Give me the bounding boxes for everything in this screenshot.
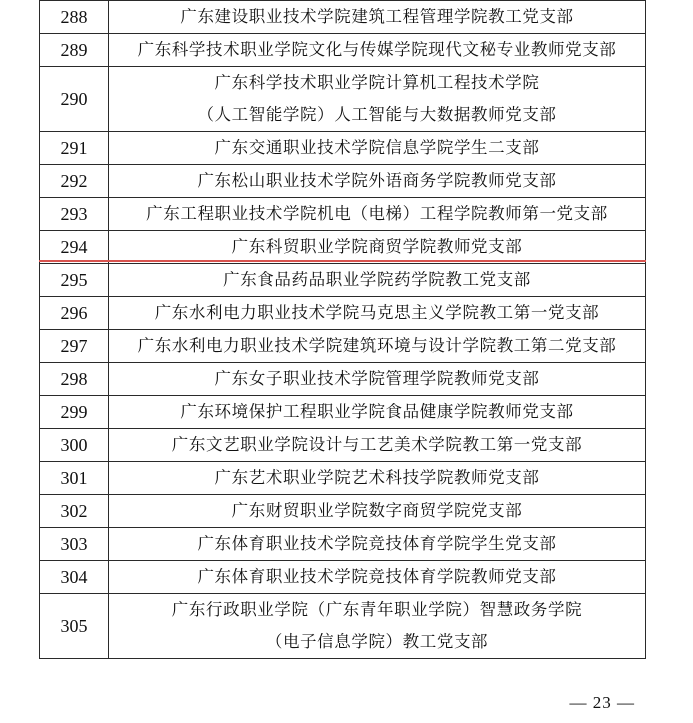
row-number: 290 <box>40 67 109 132</box>
page-number: — 23 — <box>569 693 635 712</box>
branch-name <box>109 363 646 396</box>
branch-name <box>109 429 646 462</box>
row-number: 291 <box>40 132 109 165</box>
branch-name-line: 广东艺术职业学院艺术科技学院教师党支部 <box>214 468 540 487</box>
branch-name-line: 广东文艺职业学院设计与工艺美术学院教工第一党支部 <box>171 435 583 454</box>
branch-name-line: 广东财贸职业学院数字商贸学院党支部 <box>231 501 523 520</box>
row-number: 300 <box>40 429 109 462</box>
branch-name-line: （电子信息学院）教工党支部 <box>265 632 489 651</box>
branch-name-line: 广东科学技术职业学院文化与传媒学院现代文秘专业教师党支部 <box>137 40 617 59</box>
table-row <box>40 1 646 34</box>
branch-name <box>109 198 646 231</box>
table-row <box>40 132 646 165</box>
table-row <box>40 165 646 198</box>
branch-name-line: 广东科学技术职业学院计算机工程技术学院 <box>214 73 540 92</box>
table-row <box>40 561 646 594</box>
branch-name-line: 广东行政职业学院（广东青年职业学院）智慧政务学院 <box>171 600 583 619</box>
branch-name-line: 广东环境保护工程职业学院食品健康学院教师党支部 <box>180 402 574 421</box>
row-number: 305 <box>40 594 109 659</box>
table-row <box>40 528 646 561</box>
branch-name <box>109 396 646 429</box>
branch-name <box>109 132 646 165</box>
branch-name-line: 广东女子职业技术学院管理学院教师党支部 <box>214 369 540 388</box>
table-row <box>40 495 646 528</box>
branch-name-line: （人工智能学院）人工智能与大数据教师党支部 <box>197 105 557 124</box>
branch-name-line: 广东工程职业技术学院机电（电梯）工程学院教师第一党支部 <box>146 204 608 223</box>
table-row <box>40 396 646 429</box>
branch-name <box>109 264 646 297</box>
table-row <box>40 67 646 132</box>
branch-name <box>109 297 646 330</box>
row-number: 295 <box>40 264 109 297</box>
table-row <box>40 264 646 297</box>
branch-name <box>109 561 646 594</box>
table-row <box>40 363 646 396</box>
branch-name <box>109 330 646 363</box>
branch-name <box>109 462 646 495</box>
branch-name <box>109 34 646 67</box>
row-number: 299 <box>40 396 109 429</box>
row-number: 292 <box>40 165 109 198</box>
table-row <box>40 594 646 659</box>
table-row <box>40 198 646 231</box>
row-number: 297 <box>40 330 109 363</box>
branch-name <box>109 528 646 561</box>
branch-name-line: 广东科贸职业学院商贸学院教师党支部 <box>231 237 523 256</box>
branch-list-body <box>40 1 646 659</box>
row-number: 289 <box>40 34 109 67</box>
branch-name <box>109 495 646 528</box>
table-row <box>40 462 646 495</box>
row-number: 296 <box>40 297 109 330</box>
highlight-divider-line <box>39 260 646 262</box>
table-row <box>40 231 646 264</box>
branch-name-line: 广东水利电力职业技术学院马克思主义学院教工第一党支部 <box>154 303 600 322</box>
row-number: 288 <box>40 1 109 34</box>
branch-list-table <box>39 0 646 659</box>
table-row <box>40 34 646 67</box>
branch-name <box>109 231 646 264</box>
row-number: 294 <box>40 231 109 264</box>
branch-name-line: 广东食品药品职业学院药学院教工党支部 <box>223 270 531 289</box>
table-row <box>40 330 646 363</box>
row-number: 302 <box>40 495 109 528</box>
branch-name-line: 广东体育职业技术学院竞技体育学院学生党支部 <box>197 534 557 553</box>
branch-name-line: 广东体育职业技术学院竞技体育学院教师党支部 <box>197 567 557 586</box>
row-number: 304 <box>40 561 109 594</box>
branch-name-line: 广东松山职业技术学院外语商务学院教师党支部 <box>197 171 557 190</box>
branch-name <box>109 1 646 34</box>
row-number: 301 <box>40 462 109 495</box>
branch-name <box>109 67 646 132</box>
row-number: 298 <box>40 363 109 396</box>
branch-name-line: 广东水利电力职业技术学院建筑环境与设计学院教工第二党支部 <box>137 336 617 355</box>
table-row <box>40 429 646 462</box>
branch-name <box>109 165 646 198</box>
table-row <box>40 297 646 330</box>
row-number: 303 <box>40 528 109 561</box>
branch-name-line: 广东建设职业技术学院建筑工程管理学院教工党支部 <box>180 7 574 26</box>
branch-name-line: 广东交通职业技术学院信息学院学生二支部 <box>214 138 540 157</box>
branch-name <box>109 594 646 659</box>
row-number: 293 <box>40 198 109 231</box>
